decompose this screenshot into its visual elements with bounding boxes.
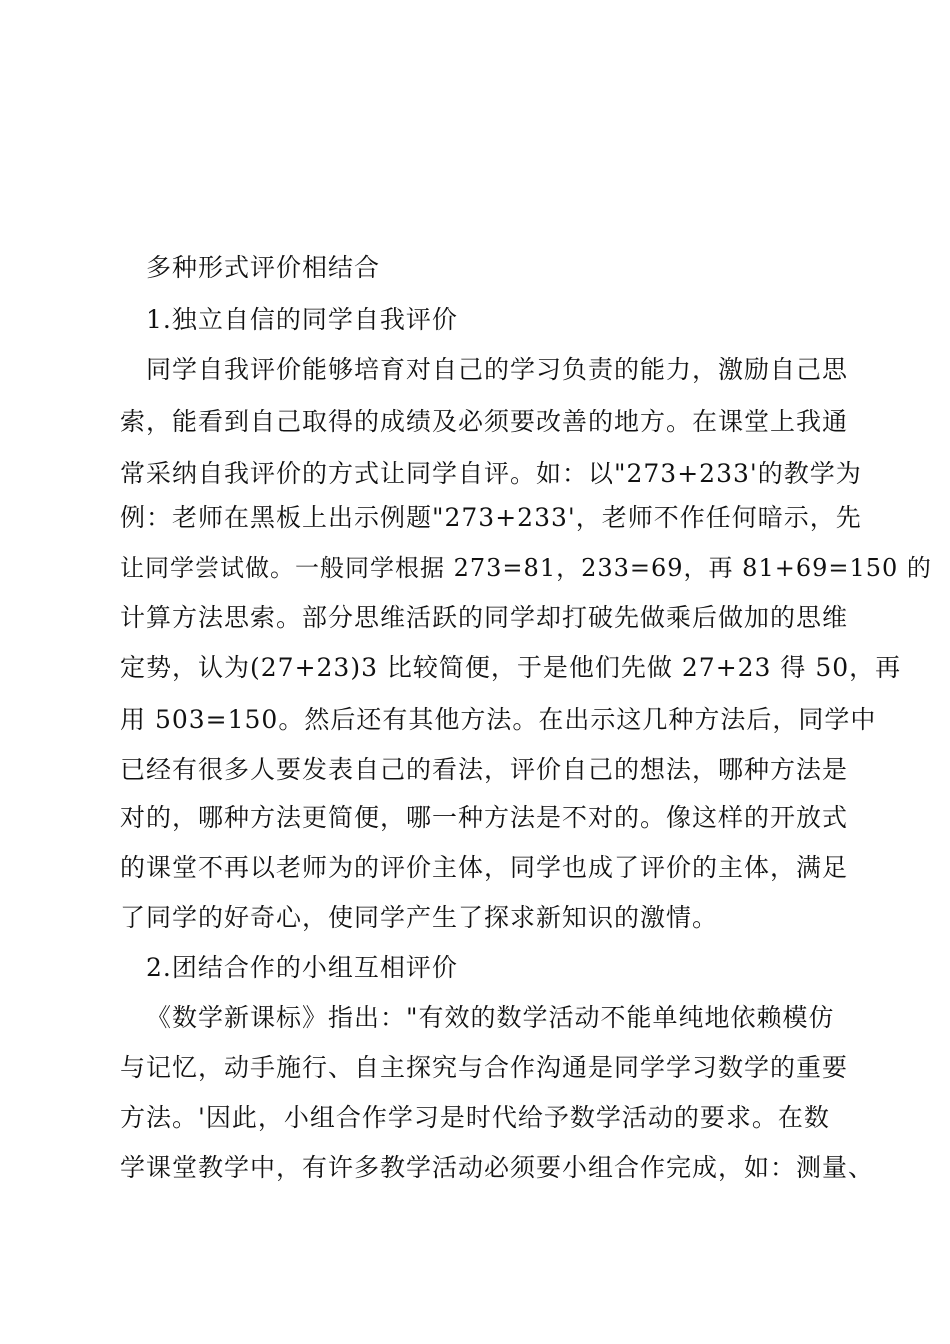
paragraph-line: 已经有很多人要发表自己的看法，评价自己的想法，哪种方法是 (120, 755, 849, 784)
paragraph-line: 例：老师在黑板上出示例题"273+233'，老师不作任何暗示，先 (120, 503, 862, 532)
paragraph-line: 了同学的好奇心，使同学产生了探求新知识的激情。 (120, 903, 719, 932)
paragraph-line: 与记忆，动手施行、自主探究与合作沟通是同学学习数学的重要 (120, 1053, 849, 1082)
section-heading: 多种形式评价相结合 (146, 253, 381, 282)
paragraph-line: 《数学新课标》指出："有效的数学活动不能单纯地依赖模仿 (146, 1003, 835, 1032)
paragraph-line: 学课堂教学中，有许多教学活动必须要小组合作完成，如：测量、 (120, 1153, 875, 1182)
paragraph-line: 让同学尝试做。一般同学根据 273=81，233=69，再 81+69=150 的 (120, 554, 932, 582)
paragraph-line: 常采纳自我评价的方式让同学自评。如：以"273+233'的教学为 (120, 459, 862, 488)
paragraph-line: 的课堂不再以老师为的评价主体，同学也成了评价的主体，满足 (120, 853, 849, 882)
paragraph-line: 同学自我评价能够培育对自己的学习负责的能力，激励自己思 (146, 355, 849, 384)
paragraph-line: 方法。'因此，小组合作学习是时代给予数学活动的要求。在数 (120, 1103, 830, 1132)
subsection-heading-1: 1.独立自信的同学自我评价 (146, 305, 458, 334)
paragraph-line: 用 503=150。然后还有其他方法。在出示这几种方法后，同学中 (120, 705, 877, 734)
paragraph-line: 定势，认为(27+23)3 比较简便，于是他们先做 27+23 得 50，再 (120, 653, 902, 682)
paragraph-line: 索，能看到自己取得的成绩及必须要改善的地方。在课堂上我通 (120, 407, 849, 436)
paragraph-line: 计算方法思索。部分思维活跃的同学却打破先做乘后做加的思维 (120, 603, 849, 632)
paragraph-line: 对的，哪种方法更简便，哪一种方法是不对的。像这样的开放式 (120, 803, 849, 832)
subsection-heading-2: 2.团结合作的小组互相评价 (146, 953, 458, 982)
